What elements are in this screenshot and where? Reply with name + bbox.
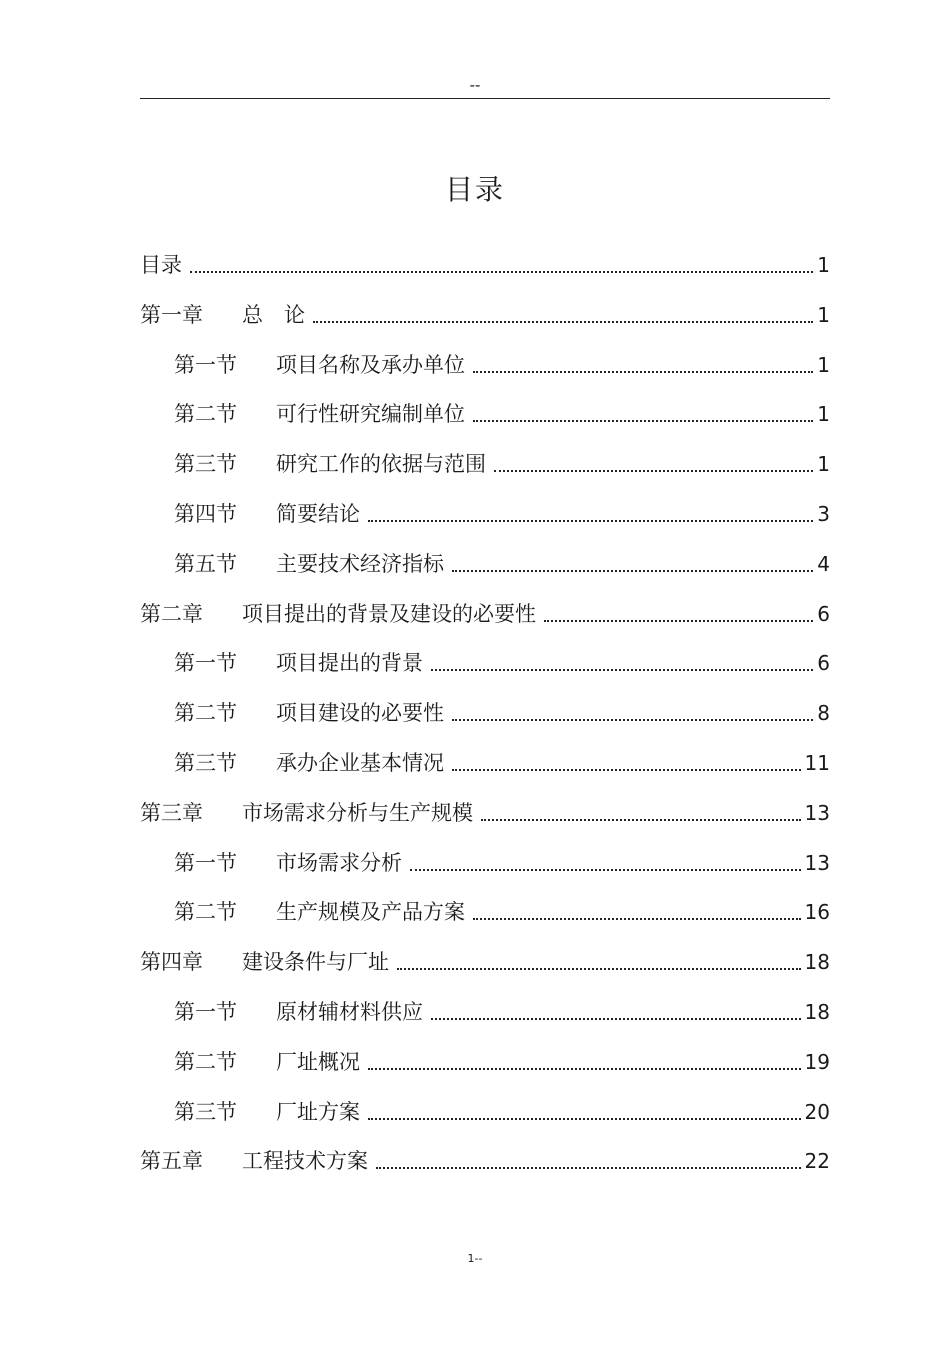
toc-entry-title: 项目提出的背景 <box>276 651 423 676</box>
toc-entry-label <box>174 1097 360 1127</box>
toc-section-entry[interactable] <box>174 1097 830 1127</box>
toc-page-number: 20 <box>804 1099 830 1124</box>
toc-entry-title: 项目名称及承办单位 <box>276 352 465 377</box>
toc-entry-number: 第二节 <box>174 900 237 925</box>
toc-entry-title: 厂址方案 <box>276 1099 360 1124</box>
toc-entry-label <box>174 897 465 927</box>
toc-entry-label <box>174 848 402 878</box>
toc-page-number: 1 <box>817 352 830 377</box>
toc-page-number: 22 <box>804 1149 830 1174</box>
toc-entry-title: 可行性研究编制单位 <box>276 402 465 427</box>
toc-section-entry[interactable] <box>174 848 830 878</box>
toc-page-number: 1 <box>817 253 830 277</box>
toc-chapter-entry[interactable] <box>140 1146 830 1176</box>
toc-entry-label <box>140 300 305 330</box>
toc-dot-leader <box>452 719 813 721</box>
page-header-mark: -- <box>469 76 481 94</box>
toc-entry-number: 第一节 <box>174 352 237 377</box>
toc-entry-number: 第五章 <box>140 1149 203 1174</box>
toc-entry-label <box>140 1146 368 1176</box>
toc-page-number: 1 <box>817 402 830 427</box>
toc-entry-label <box>140 250 182 280</box>
toc-chapter-entry[interactable] <box>140 599 830 629</box>
toc-entry-label <box>174 698 444 728</box>
toc-section-entry[interactable] <box>174 748 830 778</box>
toc-entry-number: 第三章 <box>140 800 203 825</box>
toc-page-number: 18 <box>804 1000 830 1024</box>
toc-entry-label <box>174 449 486 479</box>
toc-dot-leader <box>473 420 813 422</box>
toc-page-number: 13 <box>804 800 830 825</box>
toc-chapter-entry[interactable] <box>140 798 830 828</box>
toc-entry-title: 承办企业基本情况 <box>276 751 444 775</box>
toc-entry-title: 项目提出的背景及建设的必要性 <box>242 601 536 626</box>
toc-entry-number: 第二章 <box>140 601 203 626</box>
page-title: 目录 <box>444 173 505 206</box>
toc-entry-title: 工程技术方案 <box>242 1149 368 1174</box>
toc-entry-title: 厂址概况 <box>276 1049 360 1074</box>
toc-section-entry[interactable] <box>174 399 830 429</box>
toc-chapter-entry[interactable] <box>140 947 830 977</box>
toc-section-entry[interactable] <box>174 499 830 529</box>
toc-dot-leader <box>452 570 813 572</box>
toc-dot-leader <box>494 470 813 472</box>
toc-entry-label <box>174 997 423 1027</box>
toc-entry-label <box>140 947 389 977</box>
toc-entry-title: 市场需求分析 <box>276 850 402 875</box>
toc-entry-number: 第二节 <box>174 1049 237 1074</box>
toc-page-number: 1 <box>817 452 830 477</box>
toc-entry-title: 建设条件与厂址 <box>242 950 389 975</box>
toc-dot-leader <box>544 620 813 622</box>
toc-section-entry[interactable] <box>174 1047 830 1077</box>
toc-entry-number: 第三节 <box>174 1099 237 1124</box>
toc-page-number: 6 <box>817 601 830 626</box>
toc-dot-leader <box>397 968 801 970</box>
toc-page-number: 16 <box>804 900 830 925</box>
toc-page-number: 19 <box>804 1049 830 1074</box>
toc-entry-number: 第二节 <box>174 701 237 726</box>
toc-entry-title: 主要技术经济指标 <box>276 551 444 576</box>
toc-dot-leader <box>410 869 801 871</box>
toc-page-number: 4 <box>817 551 830 576</box>
toc-dot-leader <box>313 321 813 323</box>
toc-entry-label <box>174 748 444 778</box>
toc-section-entry[interactable] <box>174 997 830 1027</box>
toc-section-entry[interactable] <box>174 897 830 927</box>
toc-entry-title: 简要结论 <box>276 502 360 526</box>
toc-chapter-entry[interactable] <box>140 300 830 330</box>
toc-dot-leader <box>473 371 813 373</box>
toc-page-number: 18 <box>804 950 830 975</box>
toc-entry-title: 项目建设的必要性 <box>276 701 444 726</box>
toc-dot-leader <box>452 769 801 771</box>
toc-entry-title: 总 论 <box>242 302 305 327</box>
toc-section-entry[interactable] <box>174 350 830 380</box>
toc-chapter-entry[interactable] <box>140 250 830 280</box>
toc-dot-leader <box>368 1118 801 1120</box>
toc-dot-leader <box>431 1018 801 1020</box>
page-footer-number: 1-- <box>467 1252 483 1265</box>
toc-entry-number: 第三节 <box>174 751 237 775</box>
toc-entry-number: 第四章 <box>140 950 203 975</box>
toc-entry-title: 市场需求分析与生产规模 <box>242 800 473 825</box>
toc-entry-label <box>174 648 423 678</box>
toc-entry-label <box>174 499 360 529</box>
toc-dot-leader <box>368 520 813 522</box>
toc-entry-number: 第三节 <box>174 452 237 477</box>
toc-section-entry[interactable] <box>174 549 830 579</box>
toc-page-number: 3 <box>817 502 830 526</box>
toc-page-number: 11 <box>804 751 830 775</box>
toc-dot-leader <box>431 669 813 671</box>
toc-dot-leader <box>190 271 813 273</box>
toc-entry-title: 目录 <box>140 253 182 277</box>
toc-entry-number: 第二节 <box>174 402 237 427</box>
toc-entry-label <box>174 1047 360 1077</box>
toc-entry-title: 原材辅材料供应 <box>276 1000 423 1024</box>
toc-entry-title: 生产规模及产品方案 <box>276 900 465 925</box>
toc-entry-number: 第四节 <box>174 502 237 526</box>
toc-entry-number: 第一节 <box>174 651 237 676</box>
toc-entry-number: 第一节 <box>174 1000 237 1024</box>
toc-dot-leader <box>481 819 801 821</box>
toc-page-number: 13 <box>804 850 830 875</box>
toc-dot-leader <box>473 918 801 920</box>
toc-entry-label <box>174 399 465 429</box>
toc-entry-label <box>140 599 536 629</box>
toc-section-entry[interactable] <box>174 449 830 479</box>
toc-section-entry[interactable] <box>174 698 830 728</box>
toc-entry-title: 研究工作的依据与范围 <box>276 452 486 477</box>
toc-page-number: 1 <box>817 302 830 327</box>
toc-dot-leader <box>368 1068 801 1070</box>
toc-section-entry[interactable] <box>174 648 830 678</box>
toc-entry-number: 第一章 <box>140 302 203 327</box>
toc-entry-label <box>174 350 465 380</box>
toc-entry-number: 第一节 <box>174 850 237 875</box>
toc-entry-label <box>140 798 473 828</box>
toc-entry-label <box>174 549 444 579</box>
toc-page-number: 6 <box>817 651 830 676</box>
toc-dot-leader <box>376 1167 801 1169</box>
toc-entry-number: 第五节 <box>174 551 237 576</box>
toc-page-number: 8 <box>817 701 830 726</box>
header-divider <box>140 98 830 99</box>
